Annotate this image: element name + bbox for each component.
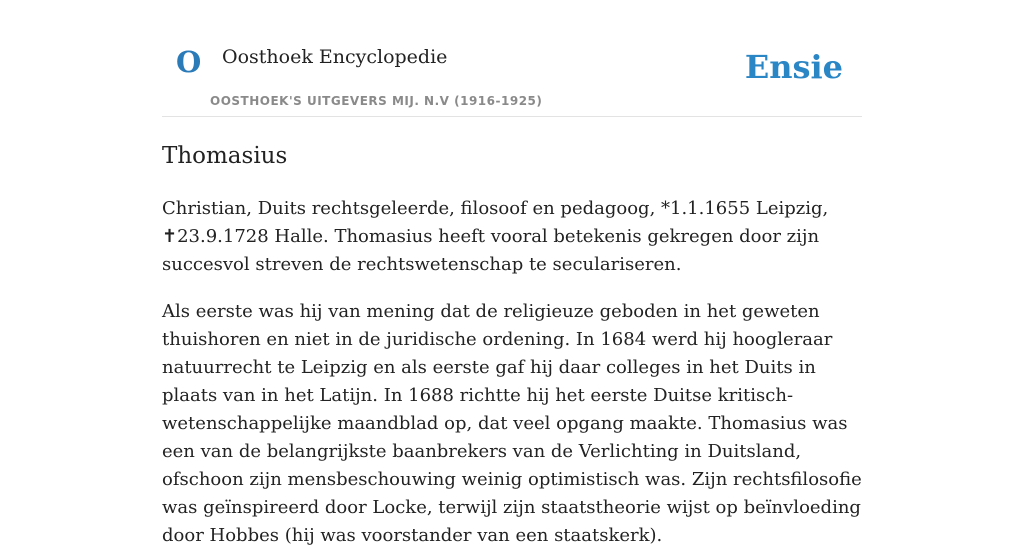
article-title: Thomasius bbox=[162, 143, 288, 169]
article-paragraph: Christian, Duits rechtsgeleerde, filosoof en pedagoog, *1.1.1655 Leipzig, ✝23.9.1728 Halle. Thomasius heeft vooral betekenis gekregen door zijn succesvol streven de rechtswetenschap te seculariseren. bbox=[162, 197, 829, 275]
site-header bbox=[162, 0, 862, 117]
article-paragraph: Als eerste was hij van mening dat de religieuze geboden in het geweten thuishoren en niet in de juridische ordening. In 1684 werd hij hoogleraar natuurrecht te Leipzig en als eerste gaf hij daar colleges in het Duits in plaats van in het Latijn. In 1688 richtte hij het eerste Duitse kritisch-wetenschappelijke maandblad op, dat veel opgang maakte. Thomasius was een van de belangrijkste baanbrekers van de Verlichting in Duitsland, ofschoon zijn mensbeschouwing weinig optimistisch was. Zijn rechtsfilosofie was geïnspireerd door Locke, terwijl zijn staatstheorie wijst op beïnvloeding door Hobbes (hij was voorstander van een staatskerk). bbox=[162, 300, 862, 546]
publisher-label: OOSTHOEK'S UITGEVERS MIJ. N.V (1916-1925) bbox=[210, 94, 543, 108]
encyclopedia-logo[interactable]: O bbox=[176, 45, 202, 79]
content-container bbox=[162, 0, 862, 550]
ensie-logo-link[interactable]: Ensie bbox=[744, 48, 843, 86]
encyclopedia-title[interactable]: Oosthoek Encyclopedie bbox=[222, 46, 448, 68]
